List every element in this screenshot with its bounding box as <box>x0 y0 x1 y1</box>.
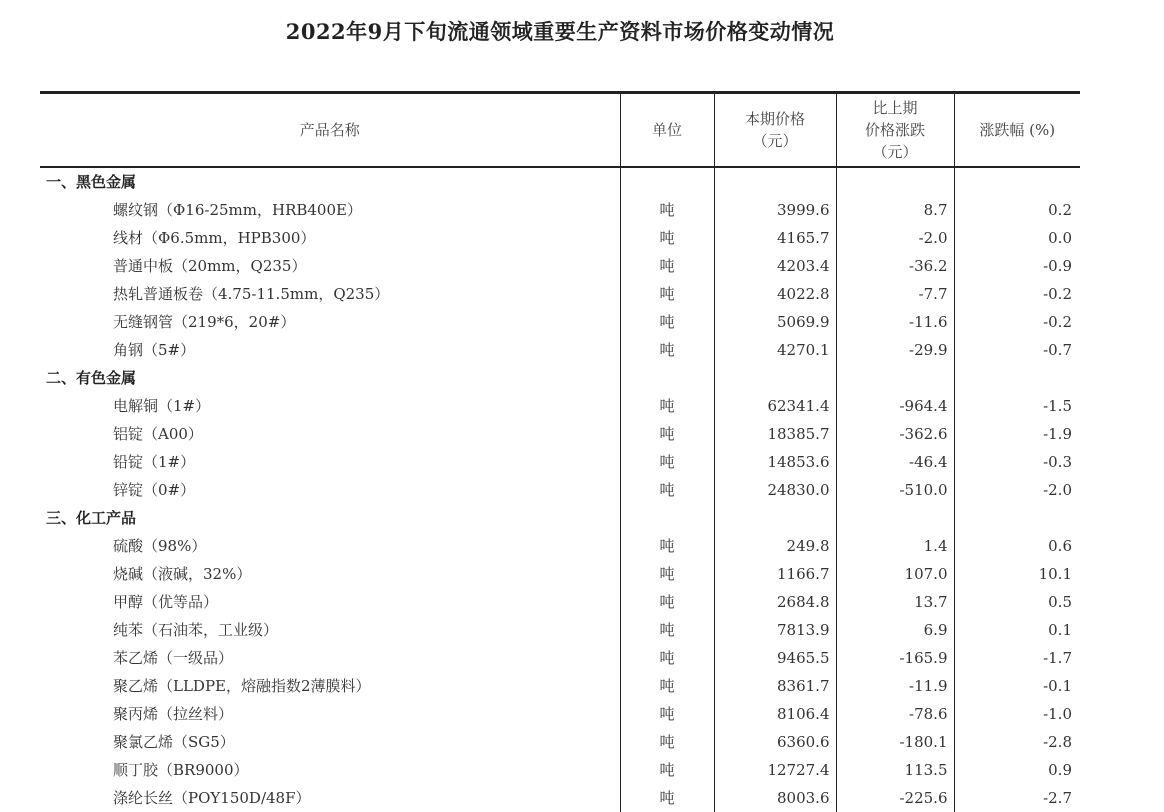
current-price: 2684.8 <box>714 588 836 616</box>
table-row <box>40 224 1080 252</box>
current-price: 62341.4 <box>714 392 836 420</box>
category-row <box>40 167 1080 196</box>
table-row <box>40 672 1080 700</box>
change-percent: 0.5 <box>954 588 1080 616</box>
header-product-name: 产品名称 <box>40 93 620 167</box>
change-percent: 0.6 <box>954 532 1080 560</box>
change-percent: -0.3 <box>954 448 1080 476</box>
header-price-change-line2: 价格涨跌 <box>864 120 925 139</box>
current-price: 4270.1 <box>714 336 836 364</box>
product-unit: 吨 <box>620 532 714 560</box>
current-price: 7813.9 <box>714 616 836 644</box>
product-unit: 吨 <box>620 588 714 616</box>
product-name: 线材（Φ6.5mm，HPB300） <box>113 228 316 247</box>
change-percent: -0.2 <box>954 308 1080 336</box>
product-name: 无缝钢管（219*6，20#） <box>113 312 296 331</box>
empty-cell <box>714 167 836 196</box>
product-unit: 吨 <box>620 196 714 224</box>
current-price: 1166.7 <box>714 560 836 588</box>
product-unit: 吨 <box>620 560 714 588</box>
table-row <box>40 728 1080 756</box>
price-change: -362.6 <box>836 420 954 448</box>
change-percent: 10.1 <box>954 560 1080 588</box>
product-name: 顺丁胶（BR9000） <box>113 760 249 779</box>
header-price-change <box>836 93 954 167</box>
product-unit: 吨 <box>620 700 714 728</box>
product-unit: 吨 <box>620 644 714 672</box>
price-change: 8.7 <box>836 196 954 224</box>
table-row <box>40 308 1080 336</box>
header-current-price <box>714 93 836 167</box>
table-row <box>40 756 1080 784</box>
change-percent: -2.7 <box>954 784 1080 812</box>
change-percent: -1.7 <box>954 644 1080 672</box>
current-price: 8106.4 <box>714 700 836 728</box>
current-price: 9465.5 <box>714 644 836 672</box>
price-table <box>40 91 1080 812</box>
product-unit: 吨 <box>620 728 714 756</box>
current-price: 14853.6 <box>714 448 836 476</box>
product-unit: 吨 <box>620 336 714 364</box>
product-unit: 吨 <box>620 252 714 280</box>
current-price: 4165.7 <box>714 224 836 252</box>
category-row <box>40 364 1080 392</box>
table-row <box>40 644 1080 672</box>
change-percent: 0.2 <box>954 196 1080 224</box>
table-row <box>40 476 1080 504</box>
price-change: 113.5 <box>836 756 954 784</box>
change-percent: -2.8 <box>954 728 1080 756</box>
product-unit: 吨 <box>620 280 714 308</box>
price-change: 107.0 <box>836 560 954 588</box>
product-name: 聚丙烯（拉丝料） <box>113 704 234 723</box>
page-title: 2022年9月下旬流通领域重要生产资料市场价格变动情况 <box>285 19 835 44</box>
category-name: 一、黑色金属 <box>46 172 137 191</box>
table-body <box>40 167 1080 812</box>
current-price: 3999.6 <box>714 196 836 224</box>
product-name: 角钢（5#） <box>113 340 196 359</box>
price-change: -78.6 <box>836 700 954 728</box>
empty-cell <box>714 504 836 532</box>
category-name: 三、化工产品 <box>46 508 137 527</box>
table-row <box>40 532 1080 560</box>
empty-cell <box>836 504 954 532</box>
table-row <box>40 560 1080 588</box>
product-name: 聚乙烯（LLDPE，熔融指数2薄膜料） <box>113 676 371 695</box>
change-percent: -0.9 <box>954 252 1080 280</box>
table-row <box>40 252 1080 280</box>
price-change: -165.9 <box>836 644 954 672</box>
product-name: 甲醇（优等品） <box>113 592 219 611</box>
product-name: 热轧普通板卷（4.75-11.5mm，Q235） <box>113 284 390 303</box>
change-percent: -0.7 <box>954 336 1080 364</box>
empty-cell <box>954 364 1080 392</box>
empty-cell <box>620 167 714 196</box>
table-row <box>40 336 1080 364</box>
product-unit: 吨 <box>620 784 714 812</box>
change-percent: -2.0 <box>954 476 1080 504</box>
price-change: -2.0 <box>836 224 954 252</box>
table-row <box>40 448 1080 476</box>
change-percent: -1.0 <box>954 700 1080 728</box>
change-percent: 0.1 <box>954 616 1080 644</box>
category-row <box>40 504 1080 532</box>
product-unit: 吨 <box>620 420 714 448</box>
product-unit: 吨 <box>620 476 714 504</box>
change-percent: -0.2 <box>954 280 1080 308</box>
change-percent: 0.0 <box>954 224 1080 252</box>
change-percent: -1.9 <box>954 420 1080 448</box>
current-price: 4203.4 <box>714 252 836 280</box>
current-price: 24830.0 <box>714 476 836 504</box>
price-change: -964.4 <box>836 392 954 420</box>
product-name: 锌锭（0#） <box>113 480 196 499</box>
current-price: 8003.6 <box>714 784 836 812</box>
empty-cell <box>954 504 1080 532</box>
header-unit: 单位 <box>620 93 714 167</box>
product-name: 聚氯乙烯（SG5） <box>113 732 235 751</box>
table-row <box>40 196 1080 224</box>
table-row <box>40 392 1080 420</box>
product-unit: 吨 <box>620 308 714 336</box>
product-name: 纯苯（石油苯，工业级） <box>113 620 279 639</box>
category-name: 二、有色金属 <box>46 368 137 387</box>
empty-cell <box>836 364 954 392</box>
table-header <box>40 93 1080 167</box>
product-name: 螺纹钢（Φ16-25mm，HRB400E） <box>113 200 362 219</box>
current-price: 249.8 <box>714 532 836 560</box>
change-percent: -0.1 <box>954 672 1080 700</box>
product-name: 铅锭（1#） <box>113 452 196 471</box>
product-name: 硫酸（98%） <box>113 536 207 555</box>
current-price: 5069.9 <box>714 308 836 336</box>
empty-cell <box>954 167 1080 196</box>
empty-cell <box>714 364 836 392</box>
price-change: -29.9 <box>836 336 954 364</box>
product-unit: 吨 <box>620 672 714 700</box>
price-change: -36.2 <box>836 252 954 280</box>
price-change: 1.4 <box>836 532 954 560</box>
product-unit: 吨 <box>620 392 714 420</box>
change-percent: -1.5 <box>954 392 1080 420</box>
header-change-percent: 涨跌幅 (%) <box>954 93 1080 167</box>
table-row <box>40 784 1080 812</box>
product-name: 电解铜（1#） <box>113 396 211 415</box>
price-change: -7.7 <box>836 280 954 308</box>
current-price: 4022.8 <box>714 280 836 308</box>
price-change: 6.9 <box>836 616 954 644</box>
header-price-change-line3: （元） <box>872 142 918 161</box>
price-change: 13.7 <box>836 588 954 616</box>
empty-cell <box>620 504 714 532</box>
table-row <box>40 616 1080 644</box>
product-name: 涤纶长丝（POY150D/48F） <box>113 788 311 807</box>
current-price: 6360.6 <box>714 728 836 756</box>
price-change: -11.6 <box>836 308 954 336</box>
empty-cell <box>836 167 954 196</box>
table-row <box>40 280 1080 308</box>
price-change: -510.0 <box>836 476 954 504</box>
product-name: 铝锭（A00） <box>113 424 203 443</box>
change-percent: 0.9 <box>954 756 1080 784</box>
current-price: 8361.7 <box>714 672 836 700</box>
current-price: 18385.7 <box>714 420 836 448</box>
header-current-price-line2: （元） <box>752 131 798 150</box>
header-current-price-line1: 本期价格 <box>744 109 805 128</box>
price-change: -46.4 <box>836 448 954 476</box>
product-name: 普通中板（20mm，Q235） <box>113 256 307 275</box>
product-name: 烧碱（液碱，32%） <box>113 564 252 583</box>
empty-cell <box>620 364 714 392</box>
price-change: -180.1 <box>836 728 954 756</box>
price-change: -225.6 <box>836 784 954 812</box>
product-unit: 吨 <box>620 448 714 476</box>
table-row <box>40 700 1080 728</box>
header-price-change-line1: 比上期 <box>872 98 918 117</box>
table-row <box>40 588 1080 616</box>
product-name: 苯乙烯（一级品） <box>113 648 234 667</box>
product-unit: 吨 <box>620 616 714 644</box>
table-row <box>40 420 1080 448</box>
product-unit: 吨 <box>620 224 714 252</box>
current-price: 12727.4 <box>714 756 836 784</box>
price-change: -11.9 <box>836 672 954 700</box>
product-unit: 吨 <box>620 756 714 784</box>
